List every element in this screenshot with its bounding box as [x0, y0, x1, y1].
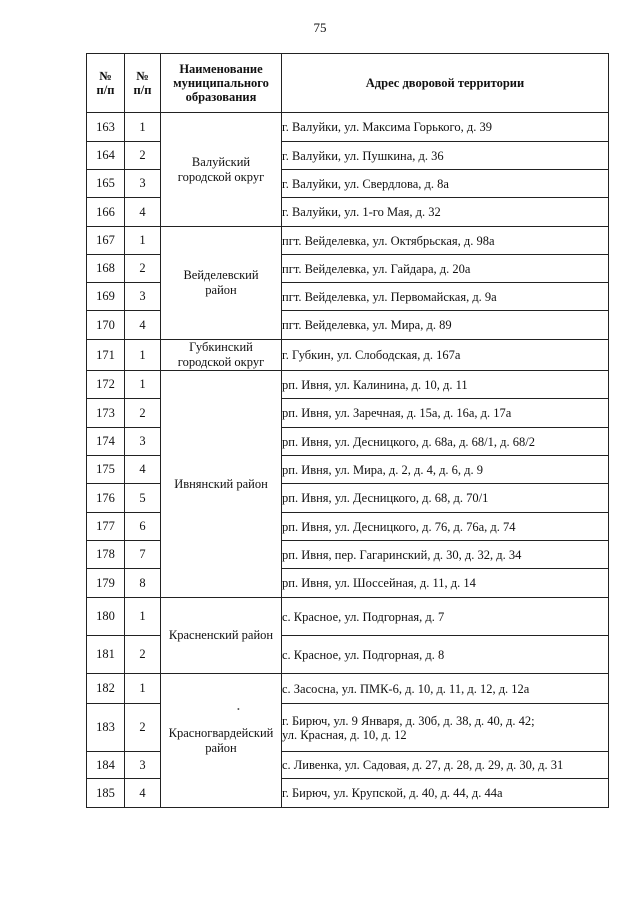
row-global-number: 180: [87, 598, 125, 636]
courtyard-address: рп. Ивня, ул. Калинина, д. 10, д. 11: [282, 371, 609, 399]
row-global-number: 172: [87, 371, 125, 399]
row-global-number: 175: [87, 456, 125, 484]
courtyard-address: пгт. Вейделевка, ул. Гайдара, д. 20а: [282, 255, 609, 283]
courtyard-address: с. Красное, ул. Подгорная, д. 8: [282, 636, 609, 674]
row-global-number: 166: [87, 198, 125, 227]
courtyard-address: пгт. Вейделевка, ул. Мира, д. 89: [282, 311, 609, 340]
row-global-number: 178: [87, 541, 125, 569]
row-local-number: 2: [125, 704, 161, 752]
row-local-number: 1: [125, 598, 161, 636]
header-address: Адрес дворовой территории: [282, 54, 609, 113]
courtyard-address: рп. Ивня, ул. Шоссейная, д. 11, д. 14: [282, 569, 609, 598]
header-municipality: Наименование муниципального образования: [161, 54, 282, 113]
table-row: [87, 227, 609, 255]
courtyard-address: г. Губкин, ул. Слободская, д. 167а: [282, 340, 609, 371]
courtyard-address: г. Бирюч, ул. Крупской, д. 40, д. 44, д. 44а: [282, 779, 609, 808]
courtyard-address: рп. Ивня, ул. Мира, д. 2, д. 4, д. 6, д. 9: [282, 456, 609, 484]
row-local-number: 4: [125, 456, 161, 484]
row-global-number: 173: [87, 399, 125, 428]
row-global-number: 182: [87, 674, 125, 704]
row-global-number: 170: [87, 311, 125, 340]
row-local-number: 2: [125, 255, 161, 283]
row-global-number: 176: [87, 484, 125, 513]
municipality-name: Вейделевский район: [161, 227, 282, 340]
row-local-number: 5: [125, 484, 161, 513]
courtyard-address: г. Бирюч, ул. 9 Января, д. 30б, д. 38, д. 40, д. 42; ул. Красная, д. 10, д. 12: [282, 704, 609, 752]
courtyard-address: г. Валуйки, ул. 1-го Мая, д. 32: [282, 198, 609, 227]
row-local-number: 2: [125, 142, 161, 170]
courtyard-address: рп. Ивня, ул. Десницкого, д. 68а, д. 68/1, д. 68/2: [282, 428, 609, 456]
row-local-number: 3: [125, 428, 161, 456]
table-row: [87, 371, 609, 399]
row-global-number: 185: [87, 779, 125, 808]
row-local-number: 4: [125, 198, 161, 227]
row-local-number: 1: [125, 674, 161, 704]
municipality-name: Валуйский городской округ: [161, 113, 282, 227]
table-row: [87, 674, 609, 704]
courtyard-address: с. Красное, ул. Подгорная, д. 7: [282, 598, 609, 636]
courtyard-address: г. Валуйки, ул. Свердлова, д. 8а: [282, 170, 609, 198]
row-global-number: 164: [87, 142, 125, 170]
row-global-number: 165: [87, 170, 125, 198]
row-local-number: 3: [125, 752, 161, 779]
courtyard-address: с. Ливенка, ул. Садовая, д. 27, д. 28, д. 29, д. 30, д. 31: [282, 752, 609, 779]
row-local-number: 8: [125, 569, 161, 598]
row-global-number: 169: [87, 283, 125, 311]
municipality-name: Красногвардейский район: [161, 674, 282, 808]
row-local-number: 2: [125, 399, 161, 428]
row-global-number: 177: [87, 513, 125, 541]
courtyard-address: рп. Ивня, ул. Десницкого, д. 76, д. 76а, д. 74: [282, 513, 609, 541]
row-global-number: 184: [87, 752, 125, 779]
row-local-number: 1: [125, 340, 161, 371]
courtyard-address: пгт. Вейделевка, ул. Первомайская, д. 9а: [282, 283, 609, 311]
courtyard-address: г. Валуйки, ул. Максима Горького, д. 39: [282, 113, 609, 142]
row-local-number: 4: [125, 779, 161, 808]
courtyard-address: с. Засосна, ул. ПМК-6, д. 10, д. 11, д. 12, д. 12а: [282, 674, 609, 704]
header-local-number: № п/п: [125, 54, 161, 113]
row-local-number: 3: [125, 170, 161, 198]
municipality-name: Красненский район: [161, 598, 282, 674]
row-global-number: 183: [87, 704, 125, 752]
table-row: [87, 340, 609, 371]
municipality-name: Губкинский городской округ: [161, 340, 282, 371]
table-row: [87, 113, 609, 142]
courtyard-address-table: [86, 53, 609, 808]
row-local-number: 1: [125, 227, 161, 255]
courtyard-address: рп. Ивня, ул. Заречная, д. 15а, д. 16а, д. 17а: [282, 399, 609, 428]
row-local-number: 1: [125, 371, 161, 399]
scan-dot: •: [237, 705, 240, 714]
municipality-name: Ивнянский район: [161, 371, 282, 598]
row-global-number: 179: [87, 569, 125, 598]
header-global-number: № п/п: [87, 54, 125, 113]
row-local-number: 7: [125, 541, 161, 569]
row-local-number: 6: [125, 513, 161, 541]
courtyard-address: пгт. Вейделевка, ул. Октябрьская, д. 98а: [282, 227, 609, 255]
page-number: 75: [313, 20, 327, 35]
courtyard-address: рп. Ивня, ул. Десницкого, д. 68, д. 70/1: [282, 484, 609, 513]
row-global-number: 167: [87, 227, 125, 255]
courtyard-address: рп. Ивня, пер. Гагаринский, д. 30, д. 32, д. 34: [282, 541, 609, 569]
row-local-number: 4: [125, 311, 161, 340]
row-global-number: 171: [87, 340, 125, 371]
row-local-number: 1: [125, 113, 161, 142]
table-header-row: [87, 54, 609, 113]
courtyard-address: г. Валуйки, ул. Пушкина, д. 36: [282, 142, 609, 170]
row-global-number: 174: [87, 428, 125, 456]
table-row: [87, 598, 609, 636]
row-local-number: 3: [125, 283, 161, 311]
row-local-number: 2: [125, 636, 161, 674]
row-global-number: 163: [87, 113, 125, 142]
table-body: [87, 113, 609, 808]
row-global-number: 168: [87, 255, 125, 283]
row-global-number: 181: [87, 636, 125, 674]
